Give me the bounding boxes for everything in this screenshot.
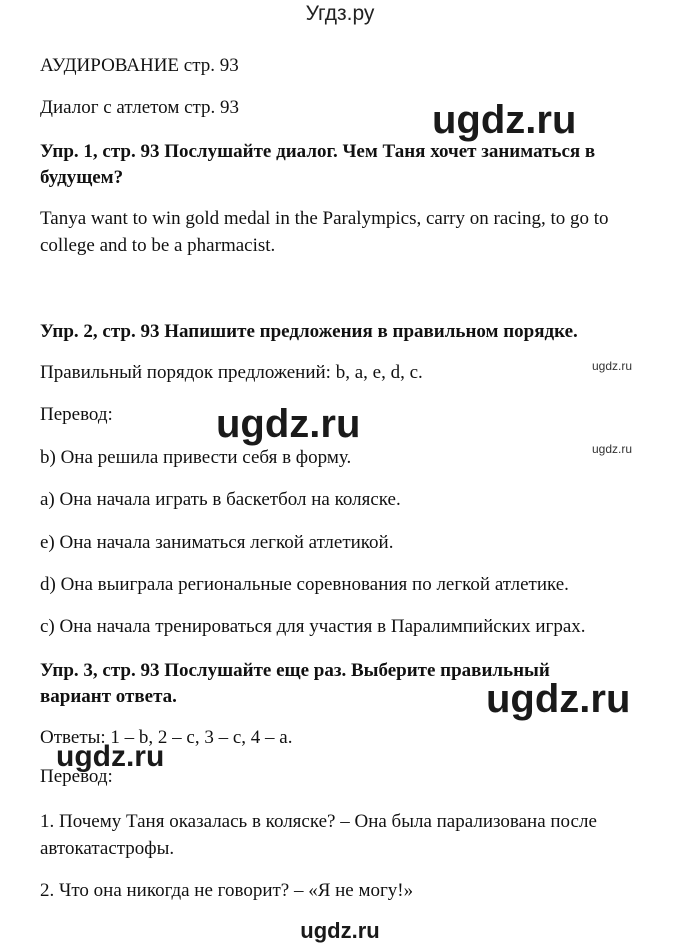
watermark: ugdz.ru <box>216 402 361 446</box>
exercise-2-title: Упр. 2, стр. 93 Напишите предложения в правильном порядке. <box>40 321 578 342</box>
exercise-2-item: d) Она выиграла региональные соревнования по легкой атлетике. <box>40 574 569 595</box>
footer-watermark[interactable]: ugdz.ru <box>300 918 380 943</box>
exercise-3-title-line-1: Упр. 3, стр. 93 Послушайте еще раз. Выберите правильный <box>40 660 550 681</box>
exercise-1-answer-line-1: Tanya want to win gold medal in the Paralympics, carry on racing, to go to <box>40 208 609 229</box>
exercise-2-item: c) Она начала тренироваться для участия в Паралимпийских играх. <box>40 616 586 637</box>
section-title: АУДИРОВАНИЕ стр. 93 <box>40 55 239 76</box>
exercise-3-translation-label: Перевод: <box>40 766 113 787</box>
exercise-1-answer-line-2: college and to be a pharmacist. <box>40 235 276 256</box>
exercise-3-title-line-2: вариант ответа. <box>40 686 177 707</box>
subsection-title: Диалог с атлетом стр. 93 <box>40 97 240 118</box>
exercise-2-item: b) Она решила привести себя в форму. <box>40 447 352 468</box>
watermark: ugdz.ru <box>432 98 577 142</box>
watermark: ugdz.ru <box>56 740 165 773</box>
exercise-2-translation-label: Перевод: <box>40 404 113 425</box>
exercise-3-question-1-line-2: автокатастрофы. <box>40 838 175 859</box>
exercise-2-item: e) Она начала заниматься легкой атлетикой. <box>40 532 394 553</box>
site-title[interactable]: Угдз.ру <box>305 2 375 25</box>
exercise-3-question-2: 2. Что она никогда не говорит? – «Я не могу!» <box>40 880 414 901</box>
exercise-1-title-line-2: будущем? <box>40 167 124 188</box>
exercise-2-order: Правильный порядок предложений: b, a, e, d, c. <box>40 362 423 383</box>
exercise-1-title-line-1: Упр. 1, стр. 93 Послушайте диалог. Чем Таня хочет заниматься в <box>40 141 596 162</box>
watermark: ugdz.ru <box>592 442 633 456</box>
exercise-3-answers: Ответы: 1 – b, 2 – c, 3 – c, 4 – a. <box>40 727 293 748</box>
exercise-2-item: a) Она начала играть в баскетбол на коляске. <box>40 489 401 510</box>
watermark: ugdz.ru <box>592 359 633 373</box>
watermark: ugdz.ru <box>486 677 631 721</box>
exercise-3-question-1-line-1: 1. Почему Таня оказалась в коляске? – Она была парализована после <box>40 811 597 832</box>
